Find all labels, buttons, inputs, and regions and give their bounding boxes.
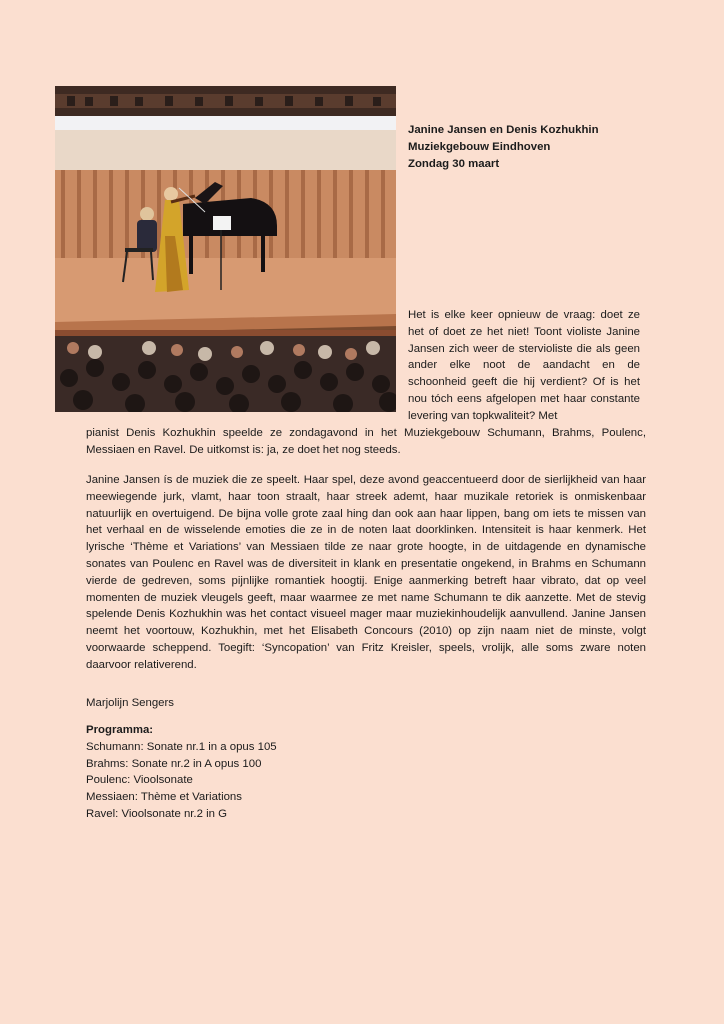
intro-paragraph-side: Het is elke keer opnieuw de vraag: doet ze het of doet ze het niet! Toont violiste Janine Jansen zich weer de stervioliste die als geen ander elke noot de aandacht en de schoonheid geeft die hij verdient? Of is het nou tóch eens afgelopen met haar constante levering van topkwaliteit? Met: [408, 309, 640, 422]
program-title: Programma:: [86, 724, 154, 736]
program-item: Messiaen: Thème et Variations: [86, 791, 242, 804]
concert-date: Zondag 30 maart: [408, 158, 500, 170]
concert-photo: [55, 86, 396, 412]
article-header: [408, 122, 698, 173]
program-item: Ravel: Vioolsonate nr.2 in G: [86, 807, 227, 820]
intro-paragraph-continued: pianist Denis Kozhukhin speelde ze zondagavond in het Muziekgebouw Schumann, Brahms, Poulenc, Messiaen en Ravel. De uitkomst is: ja, ze doet het nog steeds.: [86, 427, 646, 456]
author-name: Marjolijn Sengers: [86, 697, 174, 709]
review-paragraph: Janine Jansen ís de muziek die ze speelt. Haar spel, deze avond geaccentueerd door de sierlijkheid van haar meewiegende jurk, vlamt, haar toon straalt, haar streek ademt, haar muzikale retoriek is onmiskenbaar natuurlijk en overtuigend. De bijna volle grote zaal hing dan ook aan haar lippen, bang om iets te missen van het verhaal en de wisselende emoties die ze in de noten laat doorklinken. Intensiteit is haar kenmerk. Het lyrische ‘Thème et Variations’ van Messiaen tilde ze naar grote hoogte, in de uitdagende en dynamische sonates van Poulenc en Ravel was de diversiteit in klank en presentatie ongekend, in Brahms en Schumann vierde de gedreven, soms pijnlijke romantiek hoogtij. Enige aanmerking betreft haar vibrato, dat op veel momenten de muziek vleugels geeft, maar waarmee ze met name Schumann te dik aanzette. Met de stevig spelende Denis Kozhukhin was het contact visueel mager maar muziekinhoudelijk aanvullend. Janine Jansen neemt het voortouw, Kozhukhin, met het Elisabeth Concours (2010) op zijn naam niet de minste, volgt voorwaarde scheppend. Toegift: ‘Syncopation’ van Fritz Kreisler, speels, vrolijk, alle soms zware noten daarvoor relativerend.: [86, 474, 646, 671]
performers-title: Janine Jansen en Denis Kozhukhin: [408, 124, 599, 136]
program-item: Schumann: Sonate nr.1 in a opus 105: [86, 740, 277, 753]
program-item: Brahms: Sonate nr.2 in A opus 100: [86, 757, 262, 770]
program-list: [86, 739, 486, 823]
program-section: [86, 722, 486, 823]
program-item: Poulenc: Vioolsonate: [86, 774, 193, 787]
venue: Muziekgebouw Eindhoven: [408, 141, 551, 153]
